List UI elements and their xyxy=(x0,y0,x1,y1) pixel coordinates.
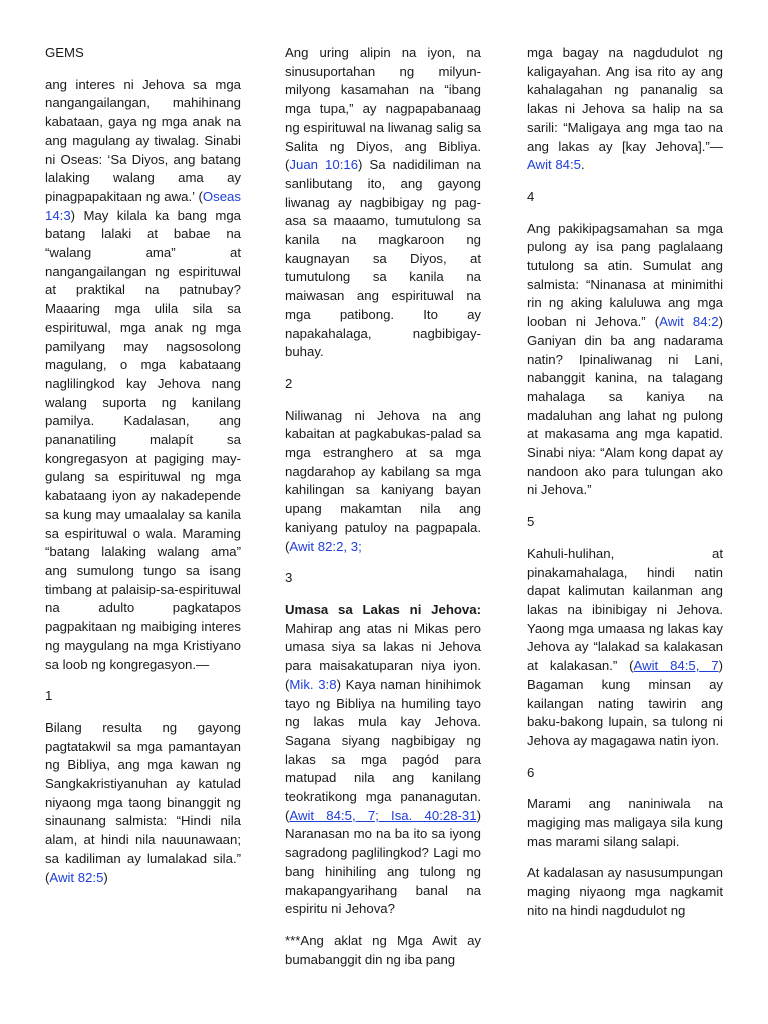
paragraph: ang interes ni Jehova sa mga nangangailangan, mahihinang kabataan, gaya ng mga anak na ang magulang ay tiwalag. Sinabi ni Oseas: ‘Sa Diyos, ang batang lalaking walang ama ay pinagpapakitaan ng awa.’ (Oseas 14:3) May kilala ka bang mga batang lalaki at babae na “walang ama” at nangangailangan ng espirituwal at praktikal na patnubay? Maaaring mga ulila sila sa espirituwal, mga anak ng mga pamilyang may nagsosolong magulang, o mga kabataang naglilingkod kay Jehova nang walang suporta ng kanilang pamilya. Kadalasan, ang pananatiling malapít sa kongregasyon at pagiging may-gulang sa espirituwal ng mga kabataang iyon ay nakadepende sa kung may umaalalay sa kanila sa espirituwal o wala. Maraming “batang lalaking walang ama” ang sumulong tungo sa isang timbang at palaisip-sa-espirituwal na adulto pagkatapos pagpakitaan ng maibiging interes ng maygulang na mga Kristiyano sa loob ng kongregasyon.— xyxy=(45,76,241,672)
scripture-link[interactable]: Juan 10:16 xyxy=(289,157,359,173)
paragraph: mga bagay na nagdudulot ng kaligayahan. Ang isa rito ay ang kahalagahan ng pananalig sa lakas ni Jehova sa halip na sa sarili: “Maligaya ang mga tao na ang lakas ay [kay Jehova].”—Awit 84:5. xyxy=(527,45,723,173)
paragraph: Niliwanag ni Jehova na ang kabaitan at pagkabukas-palad sa mga estranghero at sa mga nagdarahop ay kabilang sa mga kahilingan sa kaniyang bayan upang makamtan nila ang kaniyang patuloy na pagpapala. (Awit 82:2, 3; xyxy=(285,407,481,554)
paragraph: Ang uring alipin na iyon, na sinusuportahan ng milyun-milyong kasamahan na “ibang mga tupa,” ay nagpapabanaag ng espirituwal na liwanag salig sa Salita ng Diyos, ang Bibliya. (Juan 10:16) Sa nadidiliman na sanlibutang ito, ang gayong liwanag ay nagbibigay ng pag-asa sa maaamo, tumutulong sa kanila na magkaroon ng kaugnayan sa Diyos, at tumutulong sa kanila na maiwasan ang espirituwal na mga patibong. Ito ay napakahalaga, nagbibigay-buhay. xyxy=(285,45,481,360)
column-3 xyxy=(527,44,723,934)
bold-lead: Umasa sa Lakas ni Jehova: xyxy=(285,601,481,617)
paragraph: Bilang resulta ng gayong pagtatakwil sa mga pamantayan ng Bibliya, ang mga kawan ng Sangkakristiyanuhan ay katulad niyaong mga taong binanggit ng sinaunang salmista: “Hindi nila alam, at hindi nila nauunawaan; sa kadiliman ay lumalakad sila.” (Awit 82:5) xyxy=(45,719,241,885)
scripture-link[interactable]: Awit 84:2 xyxy=(659,314,719,330)
paragraph-number: 6 xyxy=(527,764,535,780)
paragraph: ***Ang aklat ng Mga Awit ay bumabanggit din ng iba pang xyxy=(285,932,481,967)
paragraph: Marami ang naniniwala na magiging mas maligaya sila kung mas marami silang salapi. xyxy=(527,796,723,849)
paragraph: Kahuli-hulihan, at pinakamahalaga, hindi natin dapat kalimutan kailanman ang lakas na ibinibigay ni Jehova. Yaong mga umaasa ng lakas kay Jehova ay “lalakad sa kalakasan at kalakasan.” (Awit 84:5, 7) Bagaman kung minsan ay kailangan nating tawirin ang baku-bakong lupain, sa tulong ni Jehova ay magagawa natin iyon. xyxy=(527,545,724,748)
paragraph: At kadalasan ay nasusumpungan maging niyaong mga nagkamit nito na hindi nagdudulot ng xyxy=(527,865,723,918)
scripture-link[interactable]: Awit 84:5, 7; Isa. 40:28-31 xyxy=(289,807,477,823)
scripture-link[interactable]: Oseas 14:3 xyxy=(45,188,241,223)
column-2 xyxy=(285,44,481,982)
scripture-link[interactable]: Awit 84:5, 7 xyxy=(633,658,719,674)
section-heading: GEMS xyxy=(45,45,84,60)
scripture-link[interactable]: Mik. 3:8 xyxy=(289,676,337,692)
scripture-link[interactable]: Awit 84:5 xyxy=(527,157,582,173)
scripture-link[interactable]: Awit 82:5 xyxy=(49,869,104,885)
paragraph-number: 4 xyxy=(527,188,535,204)
paragraph-number: 1 xyxy=(45,688,53,704)
column-1 xyxy=(45,44,241,900)
paragraph-number: 3 xyxy=(285,570,293,586)
paragraph: Umasa sa Lakas ni Jehova: Mahirap ang atas ni Mikas pero umasa siya sa lakas ni Jehova para maisakatuparan niya iyon. (Mik. 3:8) Kaya naman hinihimok tayo ng Bibliya na humiling tayo ng lakas mula kay Jehova. Sagana siyang nagbibigay ng lakas sa mga pagód para matupad nila ang kanilang teokratikong mga pananagutan. (Awit 84:5, 7; Isa. 40:28-31) Naranasan mo na ba ito sa iyong sagradong paglilingkod? Lagi mo bang hinihiling ang tulong ng makapangyarihang banal na espiritu ni Jehova? xyxy=(285,601,481,917)
scripture-link[interactable]: Awit 82:2, 3; xyxy=(289,538,362,554)
paragraph: Ang pakikipagsamahan sa mga pulong ay isa pang paglalaang tutulong sa atin. Sumulat ang salmista: “Ninanasa at minimithi rin ng aking kaluluwa ang mga looban ni Jehova.” (Awit 84:2) Ganiyan din ba ang nadarama natin? Ipinaliwanag ni Lani, nabanggit kanina, na talagang mahalaga sa kaniya na madaluhan ang lahat ng pulong at makasama ang mga kapatid. Sinabi niya: “Alam kong dapat ay nandoon ako para tulungan ako ni Jehova.” xyxy=(527,220,723,498)
paragraph-number: 5 xyxy=(527,514,535,530)
paragraph-number: 2 xyxy=(285,375,293,391)
